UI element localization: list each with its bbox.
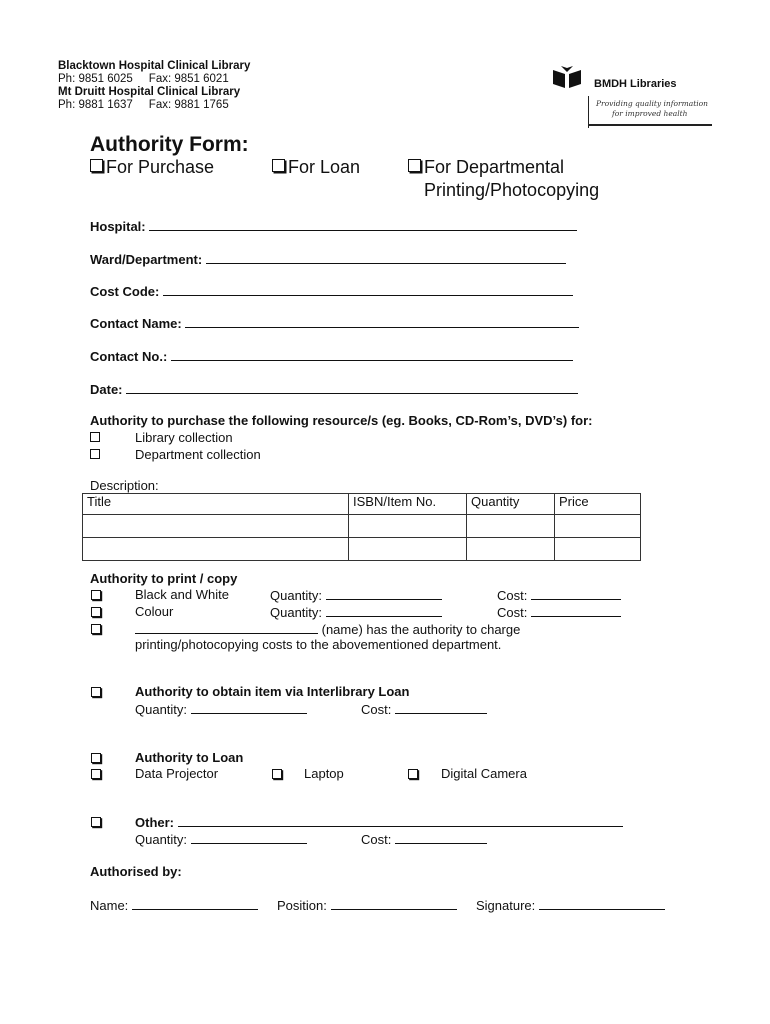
table-cell[interactable]	[83, 538, 349, 561]
option-loan-label: For Loan	[288, 157, 361, 177]
other-field[interactable]	[135, 814, 623, 830]
data-projector-checkbox-icon[interactable]	[91, 769, 101, 779]
library-collection-label: Library collection	[135, 430, 233, 445]
other-quantity-label: Quantity:	[135, 832, 188, 847]
laptop-checkbox-icon[interactable]	[272, 769, 282, 779]
data-projector-label: Data Projector	[135, 766, 219, 781]
ill-cost[interactable]	[361, 701, 487, 717]
contact-no-label: Contact No.:	[90, 349, 168, 364]
option-loan[interactable]	[272, 157, 360, 178]
authorised-position-label: Position:	[277, 898, 327, 913]
column-price: Price	[555, 494, 641, 515]
table-row[interactable]	[83, 515, 641, 538]
colour-quantity[interactable]	[270, 604, 442, 620]
other-checkbox-icon[interactable]	[91, 817, 101, 827]
name-line[interactable]	[135, 621, 318, 634]
logo-underline	[588, 124, 712, 126]
ill-heading: Authority to obtain item via Interlibrary Loan	[135, 684, 410, 699]
name-authority-checkbox-icon[interactable]	[91, 624, 101, 634]
date-label: Date:	[90, 382, 123, 397]
contact-no-field[interactable]	[90, 348, 573, 364]
other-cost-label: Cost:	[361, 832, 392, 847]
loan-heading: Authority to Loan	[135, 750, 244, 765]
column-isbn: ISBN/Item No.	[349, 494, 467, 515]
date-field[interactable]	[90, 381, 578, 397]
authorised-name[interactable]	[90, 897, 258, 913]
bw-cost-label: Cost:	[497, 588, 528, 603]
other-line[interactable]	[178, 814, 623, 827]
option-purchase-label: For Purchase	[106, 157, 215, 177]
digital-camera-checkbox-icon[interactable]	[408, 769, 418, 779]
department-collection-label: Department collection	[135, 447, 261, 462]
ill-quantity[interactable]	[135, 701, 307, 717]
colour-quantity-line[interactable]	[326, 604, 442, 617]
purchase-heading: Authority to purchase the following resource/s (eg. Books, CD-Rom’s, DVD’s) for:	[90, 413, 593, 428]
authorised-position[interactable]	[277, 897, 457, 913]
form-title: Authority Form:	[90, 133, 249, 156]
bw-cost-line[interactable]	[531, 587, 621, 600]
bw-quantity[interactable]	[270, 587, 442, 603]
bw-quantity-line[interactable]	[326, 587, 442, 600]
ill-cost-line[interactable]	[395, 701, 487, 714]
cost-code-line[interactable]	[163, 283, 573, 296]
ward-field[interactable]	[90, 251, 566, 267]
hospital-line[interactable]	[149, 218, 577, 231]
colour-cost[interactable]	[497, 604, 621, 620]
table-cell[interactable]	[467, 538, 555, 561]
other-cost[interactable]	[361, 831, 487, 847]
ill-cost-label: Cost:	[361, 702, 392, 717]
table-cell[interactable]	[349, 515, 467, 538]
department-collection-option[interactable]	[90, 447, 261, 462]
column-title: Title	[83, 494, 349, 515]
option-departmental-label-2: Printing/Photocopying	[424, 180, 600, 200]
hospital-field[interactable]	[90, 218, 577, 234]
bw-quantity-label: Quantity:	[270, 588, 323, 603]
bw-cost[interactable]	[497, 587, 621, 603]
ward-label: Ward/Department:	[90, 252, 203, 267]
library-2-name: Mt Druitt Hospital Clinical Library	[58, 86, 241, 98]
authorised-signature-line[interactable]	[539, 897, 665, 910]
library-collection-option[interactable]	[90, 430, 233, 445]
contact-name-line[interactable]	[185, 315, 579, 328]
logo-tagline-2: for improved health	[612, 109, 688, 118]
name-authority-text: (name) has the authority to charge	[321, 622, 521, 637]
library-2-contact: Ph: 9881 1637 Fax: 9881 1765	[58, 99, 229, 111]
contact-name-field[interactable]	[90, 315, 579, 331]
bw-label: Black and White	[135, 587, 229, 602]
other-quantity[interactable]	[135, 831, 307, 847]
authorised-signature-label: Signature:	[476, 898, 536, 913]
ill-quantity-label: Quantity:	[135, 702, 188, 717]
bw-checkbox-icon[interactable]	[91, 590, 101, 600]
column-quantity: Quantity	[467, 494, 555, 515]
ill-checkbox-icon[interactable]	[91, 687, 101, 697]
table-header-row	[83, 494, 641, 515]
cost-code-field[interactable]	[90, 283, 573, 299]
table-cell[interactable]	[467, 515, 555, 538]
name-authority-line[interactable]	[135, 621, 520, 637]
table-cell[interactable]	[555, 515, 641, 538]
other-cost-line[interactable]	[395, 831, 487, 844]
checkbox-icon[interactable]	[90, 159, 103, 172]
authorised-name-line[interactable]	[132, 897, 258, 910]
table-row[interactable]	[83, 538, 641, 561]
library-1-name: Blacktown Hospital Clinical Library	[58, 60, 251, 72]
other-label: Other:	[135, 815, 174, 830]
library-1-contact: Ph: 9851 6025 Fax: 9851 6021	[58, 73, 229, 85]
checkbox-icon[interactable]	[90, 449, 100, 459]
description-table	[82, 493, 641, 561]
checkbox-icon[interactable]	[408, 159, 421, 172]
laptop-label: Laptop	[304, 766, 344, 781]
date-line[interactable]	[126, 381, 578, 394]
loan-checkbox-icon[interactable]	[91, 753, 101, 763]
logo-title: BMDH Libraries	[594, 78, 677, 90]
option-departmental[interactable]	[408, 157, 564, 178]
logo-tagline-1: Providing quality information	[596, 99, 708, 108]
authorised-name-label: Name:	[90, 898, 129, 913]
name-authority-text-2: printing/photocopying costs to the abovementioned department.	[135, 637, 502, 652]
book-icon	[553, 66, 581, 88]
hospital-label: Hospital:	[90, 219, 146, 234]
checkbox-icon[interactable]	[90, 432, 100, 442]
colour-checkbox-icon[interactable]	[91, 607, 101, 617]
table-cell[interactable]	[349, 538, 467, 561]
print-heading: Authority to print / copy	[90, 571, 238, 586]
colour-quantity-label: Quantity:	[270, 605, 323, 620]
authorised-position-line[interactable]	[331, 897, 457, 910]
ill-quantity-line[interactable]	[191, 701, 307, 714]
cost-code-label: Cost Code:	[90, 284, 160, 299]
colour-label: Colour	[135, 604, 174, 619]
description-label: Description:	[90, 478, 159, 493]
ward-line[interactable]	[206, 251, 566, 264]
table-cell[interactable]	[83, 515, 349, 538]
authorised-heading: Authorised by:	[90, 864, 182, 879]
colour-cost-label: Cost:	[497, 605, 528, 620]
checkbox-icon[interactable]	[272, 159, 285, 172]
option-departmental-label: For Departmental	[424, 157, 565, 177]
digital-camera-label: Digital Camera	[441, 766, 527, 781]
option-purchase[interactable]	[90, 157, 214, 178]
authorised-signature[interactable]	[476, 897, 665, 913]
contact-name-label: Contact Name:	[90, 316, 182, 331]
other-quantity-line[interactable]	[191, 831, 307, 844]
contact-no-line[interactable]	[171, 348, 573, 361]
table-cell[interactable]	[555, 538, 641, 561]
colour-cost-line[interactable]	[531, 604, 621, 617]
